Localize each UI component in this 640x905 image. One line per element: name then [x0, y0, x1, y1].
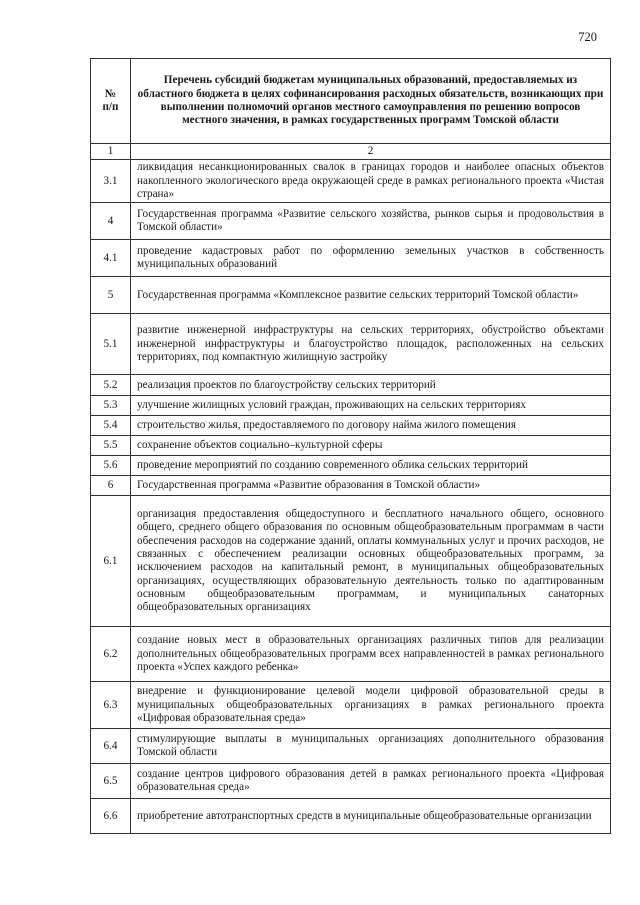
column-index-2: 2 — [131, 144, 611, 160]
subsidy-description: стимулирующие выплаты в муниципальных организациях дополнительного образования Томской области — [131, 729, 611, 764]
row-number: 6.5 — [91, 764, 131, 799]
row-number: 5.2 — [91, 375, 131, 396]
table-row — [91, 240, 611, 277]
table-row — [91, 160, 611, 203]
row-number: 5.4 — [91, 416, 131, 436]
table-header-row — [91, 59, 611, 144]
table-row — [91, 764, 611, 799]
section-row — [91, 277, 611, 314]
row-number: 6 — [91, 476, 131, 496]
row-number: 6.4 — [91, 729, 131, 764]
subsidy-description: создание новых мест в образовательных организациях различных типов для реализации дополнительных общеобразовательных программ всех направленностей в рамках регионального проекта «Успех каждого ребенка» — [131, 627, 611, 682]
table-row — [91, 416, 611, 436]
subsidy-description: улучшение жилищных условий граждан, проживающих на сельских территориях — [131, 396, 611, 416]
program-title: Государственная программа «Комплексное развитие сельских территорий Томской области» — [131, 277, 611, 314]
row-number: 5.1 — [91, 314, 131, 375]
column-index-row — [91, 144, 611, 160]
subsidy-description: проведение кадастровых работ по оформлению земельных участков в собственность муниципальных образований — [131, 240, 611, 277]
section-row — [91, 476, 611, 496]
table-row — [91, 456, 611, 476]
table-row — [91, 729, 611, 764]
table-row — [91, 375, 611, 396]
row-number: 5.6 — [91, 456, 131, 476]
page-number: 720 — [578, 30, 597, 44]
subsidy-description: строительство жилья, предоставляемого по договору найма жилого помещения — [131, 416, 611, 436]
subsidy-description: сохранение объектов социально–культурной сферы — [131, 436, 611, 456]
table-row — [91, 396, 611, 416]
row-number: 5.5 — [91, 436, 131, 456]
table-title: Перечень субсидий бюджетам муниципальных образований, предоставляемых из областного бюджета в целях софинансирования расходных обязательств, возникающих при выполнении полномочий органов местного самоуправления по решению вопросов местного значения, в рамках государственных программ Томской области — [131, 59, 611, 144]
subsidy-description: создание центров цифрового образования детей в рамках регионального проекта «Цифровая образовательная среда» — [131, 764, 611, 799]
subsidies-table — [90, 58, 611, 834]
section-row — [91, 203, 611, 240]
subsidy-description: проведение мероприятий по созданию современного облика сельских территорий — [131, 456, 611, 476]
table-row — [91, 496, 611, 627]
subsidy-description: приобретение автотранспортных средств в муниципальные общеобразовательные организации — [131, 799, 611, 834]
num-column-header: № п/п — [91, 59, 131, 144]
program-title: Государственная программа «Развитие образования в Томской области» — [131, 476, 611, 496]
row-number: 3.1 — [91, 160, 131, 203]
program-title: Государственная программа «Развитие сельского хозяйства, рынков сырья и продовольствия в Томской области» — [131, 203, 611, 240]
subsidy-description: внедрение и функционирование целевой модели цифровой образовательной среды в муниципальных общеобразовательных организациях в рамках регионального проекта «Цифровая образовательная среда» — [131, 682, 611, 729]
row-number: 4 — [91, 203, 131, 240]
row-number: 6.1 — [91, 496, 131, 627]
column-index-1: 1 — [91, 144, 131, 160]
row-number: 6.6 — [91, 799, 131, 834]
subsidy-description: организация предоставления общедоступного и бесплатного начального общего, основного общего, среднего общего образования по основным общеобразовательным программам в части обеспечения расходов на содержание зданий, оплаты коммунальных услуг и прочих расходов, не связанных с обеспечением реализации основных общеобразовательных программ, за исключением расходов на капитальный ремонт, в муниципальных общеобразовательных организациях, осуществляющих образовательную деятельность только по адаптированным основным общеобразовательным программам, и муниципальных санаторных общеобразовательных организациях — [131, 496, 611, 627]
subsidy-description: развитие инженерной инфраструктуры на сельских территориях, обустройство объектами инженерной инфраструктуры и благоустройство площадок, расположенных на сельских территориях, под компактную жилищную застройку — [131, 314, 611, 375]
table-row — [91, 436, 611, 456]
subsidy-description: реализация проектов по благоустройству сельских территорий — [131, 375, 611, 396]
row-number: 4.1 — [91, 240, 131, 277]
row-number: 6.3 — [91, 682, 131, 729]
table-row — [91, 627, 611, 682]
table-row — [91, 682, 611, 729]
subsidy-description: ликвидация несанкционированных свалок в границах городов и наиболее опасных объектов накопленного экологического вреда окружающей среде в рамках регионального проекта «Чистая страна» — [131, 160, 611, 203]
row-number: 5.3 — [91, 396, 131, 416]
table-row — [91, 799, 611, 834]
row-number: 6.2 — [91, 627, 131, 682]
table-row — [91, 314, 611, 375]
row-number: 5 — [91, 277, 131, 314]
